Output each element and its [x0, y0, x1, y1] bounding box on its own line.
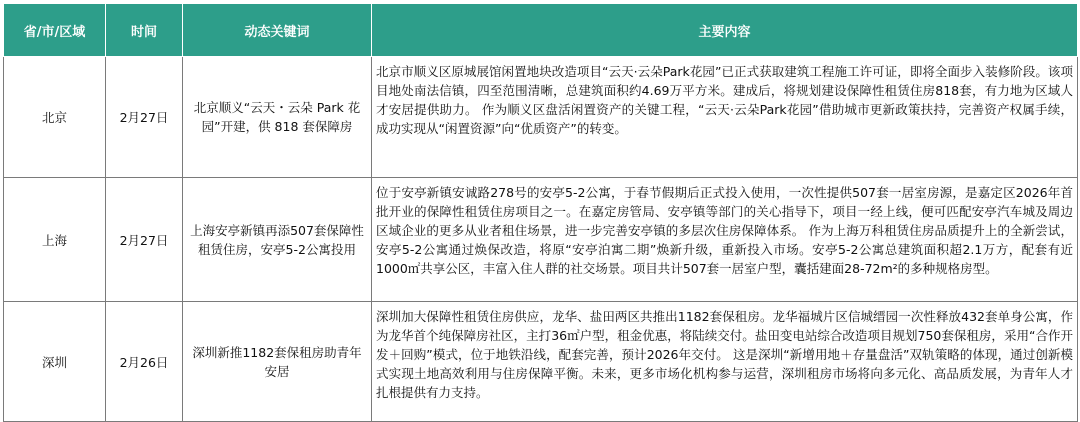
cell-keyword: 上海安亭新镇再添507套保障性租赁住房，安亭5-2公寓投用	[183, 178, 372, 302]
cell-keyword: 北京顺义“云天・云朵 Park 花园”开建，供 818 套保障房	[183, 57, 372, 178]
cell-keyword: 深圳新推1182套保租房助青年安居	[183, 302, 372, 422]
cell-content: 北京市顺义区原城展馆闲置地块改造项目“云天·云朵Park花园”已正式获取建筑工程施工许可证，即将全面步入装修阶段。该项目地处南法信镇，四至范围清晰，总建筑面积约4.69万平方米。建成后，将规划建设保障性租赁住房818套，有力地为区域人才安居提供助力。 作为顺义区盘活闲置资产的关键工程，“云天·云朵Park花园”借助城市更新政策扶持，完善资产权属手续，成功实现从“闲置资源”向“优质资产”的转变。	[372, 57, 1078, 178]
cell-region: 上海	[4, 178, 106, 302]
table-row	[4, 178, 1078, 302]
header-date: 时间	[106, 4, 183, 57]
cell-content: 位于安亭新镇安诚路278号的安亭5-2公寓，于春节假期后正式投入使用，一次性提供507套一居室房源，是嘉定区2026年首批开业的保障性租赁住房项目之一。在嘉定房管局、安亭镇等部门的关心指导下，项目一经上线，便可匹配安亭汽车城及周边区域企业的更多从业者租住场景，进一步完善安亭镇的多层次住房保障体系。 作为上海万科租赁住房品质提升上的全新尝试，安亭5-2公寓通过焕保改造，将原“安亭泊寓二期”焕新升级，重新投入市场。安亭5-2公寓总建筑面积超2.1万方，配套有近1000㎡共享公区，丰富入住人群的社交场景。项目共计507套一居室户型，囊括建面28-72m²的多种规格房型。	[372, 178, 1078, 302]
header-region: 省/市/区域	[4, 4, 106, 57]
cell-region: 深圳	[4, 302, 106, 422]
cell-content: 深圳加大保障性租赁住房供应，龙华、盐田两区共推出1182套保租房。龙华福城片区信城缙园一次性释放432套单身公寓，作为龙华首个纯保障房社区，主打36㎡户型，租金优惠，将陆续交付。盐田变电站综合改造项目规划750套保租房，采用“合作开发＋回购”模式，位于地铁沿线，配套完善，预计2026年交付。 这是深圳“新增用地＋存量盘活”双轨策略的体现，通过创新模式实现土地高效利用与住房保障平衡。未来，更多市场化机构参与运营，深圳租房市场将向多元化、高品质发展，为青年人才扎根提供有力支持。	[372, 302, 1078, 422]
table-header-row	[4, 4, 1078, 57]
cell-date: 2月26日	[106, 302, 183, 422]
housing-news-table-wrapper	[3, 3, 1077, 422]
header-keyword: 动态关键词	[183, 4, 372, 57]
housing-news-table	[3, 3, 1078, 422]
table-row	[4, 302, 1078, 422]
table-row	[4, 57, 1078, 178]
cell-date: 2月27日	[106, 178, 183, 302]
header-content: 主要内容	[372, 4, 1078, 57]
cell-date: 2月27日	[106, 57, 183, 178]
cell-region: 北京	[4, 57, 106, 178]
